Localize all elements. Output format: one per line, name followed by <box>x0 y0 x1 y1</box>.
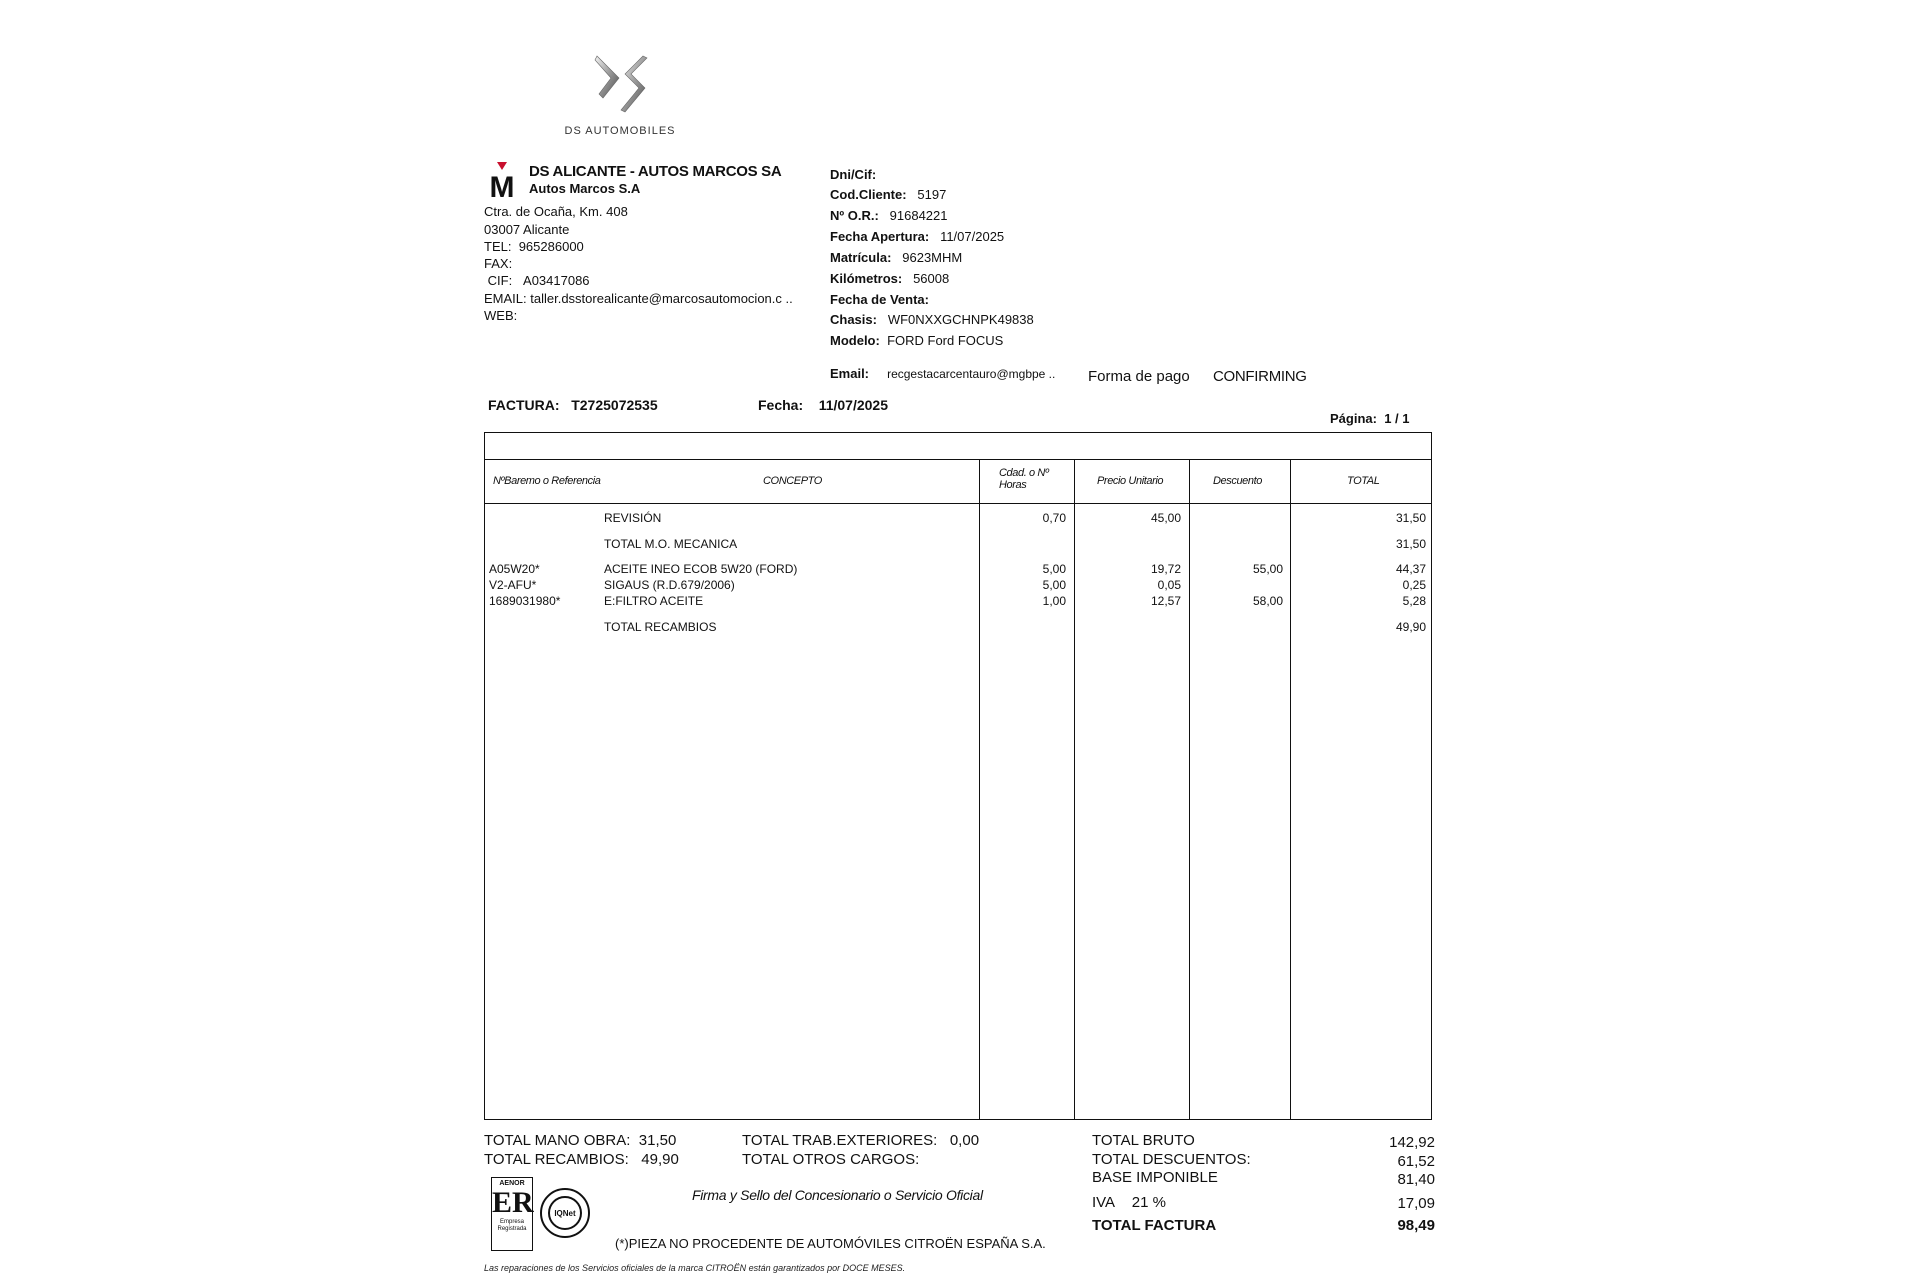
header-descuento: Descuento <box>1213 475 1262 487</box>
apertura-row <box>830 229 1004 244</box>
modelo-row <box>830 333 1003 348</box>
cif-label: CIF: <box>487 273 513 288</box>
table-cell-total: 31,50 <box>1395 511 1426 525</box>
tel-value: 965286000 <box>518 239 584 254</box>
col-divider <box>1290 459 1291 1119</box>
table-cell-concepto: E:FILTRO ACEITE <box>604 594 704 608</box>
or-label: Nº O.R.: <box>830 208 879 223</box>
table-cell-cant: 5,00 <box>1042 578 1066 592</box>
tel-label: TEL: <box>484 239 512 254</box>
iva-value: 17,09 <box>1397 1195 1435 1212</box>
table-cell-total: 5,28 <box>1402 594 1426 608</box>
header-cantidad-line1: Cdad. o Nº <box>999 467 1049 479</box>
table-cell-precio: 45,00 <box>1150 511 1181 525</box>
km-label: Kilómetros: <box>830 271 903 286</box>
cod-cliente-label: Cod.Cliente: <box>830 187 907 202</box>
table-cell-ref: 1689031980* <box>489 594 561 608</box>
table-cell-concepto: TOTAL M.O. MECANICA <box>604 537 738 551</box>
modelo-value: FORD Ford FOCUS <box>887 333 1004 348</box>
table-cell-concepto: SIGAUS (R.D.679/2006) <box>604 578 735 592</box>
pagina-value: 1 / 1 <box>1384 411 1410 426</box>
matricula-label: Matrícula: <box>830 250 892 265</box>
iva-row <box>1092 1194 1166 1211</box>
dealer-fax: FAX: <box>484 256 513 271</box>
factura-label: FACTURA: <box>488 397 560 413</box>
aenor-bottom2: Registrada <box>497 1226 527 1232</box>
table-cell-concepto: ACEITE INEO ECOB 5W20 (FORD) <box>604 562 798 576</box>
mano-obra-value: 31,50 <box>638 1132 677 1149</box>
cod-cliente-value: 5197 <box>917 187 947 202</box>
factura-row <box>488 397 658 413</box>
table-cell-cant: 1,00 <box>1042 594 1066 608</box>
client-email-row <box>830 366 1055 381</box>
trab-ext-value: 0,00 <box>949 1132 980 1149</box>
matricula-value: 9623MHM <box>902 250 963 265</box>
total-mano-obra <box>484 1132 676 1149</box>
client-email-value: recgestacarcentauro@mgbpe .. <box>887 367 1056 381</box>
aenor-top: AENOR <box>499 1180 525 1187</box>
total-factura-label: TOTAL FACTURA <box>1092 1217 1217 1234</box>
table-cell-total: 0,25 <box>1402 578 1426 592</box>
m-logo-icon <box>488 160 516 200</box>
dealer-name: DS ALICANTE - AUTOS MARCOS SA <box>529 163 782 180</box>
firma-sello: Firma y Sello del Concesionario o Servicio Oficial <box>692 1187 983 1203</box>
total-descuentos-value: 61,52 <box>1397 1153 1435 1170</box>
ds-logo <box>550 48 690 137</box>
dealer-cif <box>484 273 590 288</box>
total-bruto-value: 142,92 <box>1389 1134 1435 1151</box>
fecha-value: 11/07/2025 <box>818 397 888 413</box>
dealer-tel <box>484 239 584 254</box>
table-cell-ref: A05W20* <box>489 562 540 576</box>
apertura-value: 11/07/2025 <box>940 229 1005 244</box>
table-cell-precio: 12,57 <box>1150 594 1181 608</box>
table-cell-cant: 5,00 <box>1042 562 1066 576</box>
table-cell-desc: 55,00 <box>1252 562 1283 576</box>
dealer-address: Ctra. de Ocaña, Km. 408 <box>484 204 628 219</box>
total-otros-cargos: TOTAL OTROS CARGOS: <box>742 1151 920 1168</box>
iqnet-inner: IQNet <box>548 1196 582 1230</box>
base-imponible-label: BASE IMPONIBLE <box>1092 1169 1218 1186</box>
chasis-label: Chasis: <box>830 312 877 327</box>
client-email-label: Email: <box>830 366 870 381</box>
recambios-label: TOTAL RECAMBIOS: <box>484 1151 629 1168</box>
dealer-web: WEB: <box>484 308 518 323</box>
aenor-badge <box>491 1177 533 1251</box>
col-divider <box>979 459 980 1119</box>
or-row <box>830 208 948 223</box>
or-value: 91684221 <box>889 208 948 223</box>
fecha-label: Fecha: <box>758 397 804 413</box>
col-divider <box>1074 459 1075 1119</box>
iva-label: IVA <box>1092 1194 1116 1211</box>
pagina-row <box>1330 411 1410 426</box>
header-ref: NºBaremo o Referencia <box>493 475 601 487</box>
aenor-bottom1: Empresa <box>499 1219 524 1225</box>
base-imponible-value: 81,40 <box>1397 1171 1435 1188</box>
header-concepto: CONCEPTO <box>763 475 822 487</box>
fecha-row <box>758 397 888 413</box>
forma-pago-value: CONFIRMING <box>1213 368 1307 385</box>
table-cell-total: 31,50 <box>1395 537 1426 551</box>
forma-pago-label: Forma de pago <box>1088 368 1190 385</box>
ds-emblem-icon <box>585 48 655 118</box>
brand-name: DS AUTOMOBILES <box>564 125 676 137</box>
km-value: 56008 <box>913 271 950 286</box>
total-recambios <box>484 1151 679 1168</box>
pagina-label: Página: <box>1330 411 1377 426</box>
total-bruto-label: TOTAL BRUTO <box>1092 1132 1195 1149</box>
factura-number: T2725072535 <box>571 397 658 413</box>
email-label: EMAIL: <box>484 291 527 306</box>
header-total: TOTAL <box>1347 475 1380 487</box>
recambios-value: 49,90 <box>641 1151 679 1168</box>
total-descuentos-label: TOTAL DESCUENTOS: <box>1092 1151 1251 1168</box>
trab-ext-label: TOTAL TRAB.EXTERIORES: <box>742 1132 938 1149</box>
table-cell-ref: V2-AFU* <box>489 578 537 592</box>
km-row <box>830 271 949 286</box>
table-cell-total: 49,90 <box>1395 620 1426 634</box>
table-cell-desc: 58,00 <box>1252 594 1283 608</box>
modelo-label: Modelo: <box>830 333 880 348</box>
dni-label: Dni/Cif: <box>830 167 877 182</box>
dealer-email <box>484 291 793 306</box>
iqnet-badge <box>540 1188 590 1238</box>
table-cell-cant: 0,70 <box>1042 511 1066 525</box>
venta-row <box>830 292 929 307</box>
total-trab-exteriores <box>742 1132 979 1149</box>
cif-value: A03417086 <box>523 273 590 288</box>
dni-row <box>830 167 876 182</box>
autos-marcos-logo <box>488 160 516 205</box>
col-divider <box>1189 459 1190 1119</box>
chasis-value: WF0NXXGCHNPK49838 <box>887 312 1034 327</box>
aenor-er: ER <box>492 1186 534 1219</box>
cod-cliente-row <box>830 187 946 202</box>
dealer-city: 03007 Alicante <box>484 222 570 237</box>
matricula-row <box>830 250 962 265</box>
header-precio: Precio Unitario <box>1097 475 1164 487</box>
chasis-row <box>830 312 1034 327</box>
iva-pct: 21 % <box>1131 1194 1166 1211</box>
total-factura-value: 98,49 <box>1397 1217 1435 1234</box>
table-cell-precio: 19,72 <box>1150 562 1181 576</box>
items-table <box>484 432 1432 1120</box>
table-cell-concepto: TOTAL RECAMBIOS <box>604 620 717 634</box>
table-cell-total: 44,37 <box>1395 562 1426 576</box>
header-cantidad <box>999 467 1049 491</box>
email-value: taller.dsstorealicante@marcosautomocion.c .. <box>530 291 793 306</box>
svg-text:M: M <box>489 171 515 200</box>
venta-label: Fecha de Venta: <box>830 292 929 307</box>
pieza-note: (*)PIEZA NO PROCEDENTE DE AUTOMÓVILES CITROËN ESPAÑA S.A. <box>615 1236 1046 1251</box>
mano-obra-label: TOTAL MANO OBRA: <box>484 1132 631 1149</box>
header-cantidad-line2: Horas <box>999 479 1027 491</box>
legal-note-1: Las reparaciones de los Servicios oficiales de la marca CITROËN están garantizados por DOCE MESES. <box>484 1263 906 1273</box>
apertura-label: Fecha Apertura: <box>830 229 930 244</box>
dealer-subname: Autos Marcos S.A <box>529 181 641 196</box>
table-cell-concepto: REVISIÓN <box>604 511 662 525</box>
table-cell-precio: 0,05 <box>1157 578 1181 592</box>
